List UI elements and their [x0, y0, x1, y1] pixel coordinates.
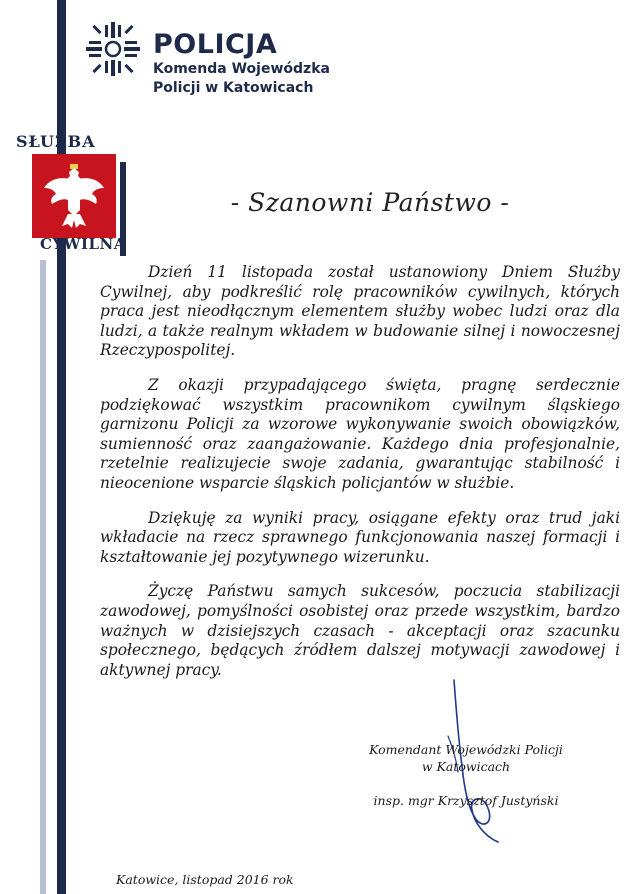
- civil-service-badge: [12, 132, 132, 256]
- org-line-2: Policji w Katowicach: [153, 80, 314, 96]
- signatory-title-line-2: w Katowicach: [421, 759, 511, 774]
- badge-flag: [32, 154, 116, 238]
- letter-body: [100, 263, 620, 695]
- paragraph-3: Dziękuję za wyniki pracy, osiągane efekty oraz trud jaki wkładacie na rzecz sprawnego funkcjonowania naszej formacji i kształtowanie jej pozytywnego wizerunku.: [100, 508, 620, 566]
- organization-header: [153, 30, 330, 98]
- paragraph-4: Życzę Państwu samych sukcesów, poczucia stabilizacji zawodowej, pomyślności osobistej oraz przede wszystkim, bardzo ważnych w dzisiejszych czasach - akceptacji oraz szacunku społecznego, będących źródłem dalszej motywacji zawodowej i aktywnej pracy.: [100, 582, 620, 679]
- org-line-1: Komenda Wojewódzka: [153, 61, 330, 77]
- org-name: POLICJA: [153, 29, 278, 60]
- signatory-title: [346, 741, 586, 775]
- paragraph-1: Dzień 11 listopada został ustanowiony Dniem Służby Cywilnej, aby podkreślić rolę pracowników cywilnych, których praca jest nieodłącznym elementem służby wobec ludzi oraz dla ludzi, a także realnym wkładem w budowanie silnej i nowoczesnej Rzeczypospolitej.: [100, 263, 620, 360]
- badge-top-text: SŁUŻBA: [16, 132, 96, 151]
- police-star-logo-icon: [84, 20, 142, 78]
- badge-bottom-text: CYWILNA: [40, 235, 126, 253]
- paragraph-2: Z okazji przypadającego święta, pragnę serdecznie podziękować wszystkim pracownikom cywilnym śląskiego garnizonu Policji za wzorowe wykonywanie swoich obowiązków, sumienność oraz zaangażowanie. Każdego dnia profesjonalnie, rzetelnie realizujecie swoje zadania, gwarantując stabilność i nieocenione wsparcie śląskich policjantów w służbie.: [100, 375, 620, 492]
- signatory-title-line-1: Komendant Wojewódzki Policji: [369, 742, 563, 757]
- signatory-name: insp. mgr Krzysztof Justyński: [373, 793, 559, 808]
- left-light-bar: [40, 260, 46, 894]
- place-date: Katowice, listopad 2016 rok: [116, 872, 294, 887]
- salutation: - Szanowni Państwo -: [230, 188, 510, 217]
- white-eagle-icon: [32, 154, 116, 238]
